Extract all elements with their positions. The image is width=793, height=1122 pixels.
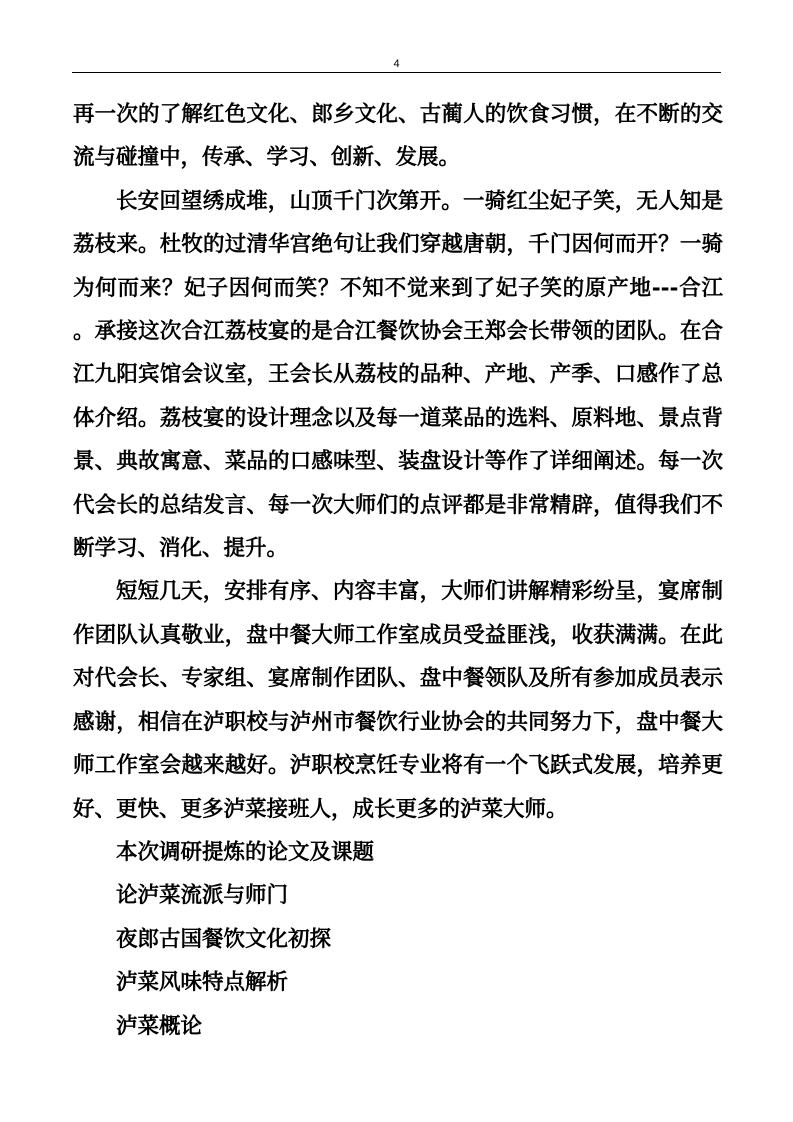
paper-title-item: 论泸菜流派与师门: [116, 883, 289, 909]
paragraph-acknowledgement: 短短几天，安排有序、内容丰富，大师们讲解精彩纷呈，宴席制作团队认真敬业，盘中餐大师工作室成员受益匪浅，收获满满。在此对代会长、专家组、宴席制作团队、盘中餐领队及所有参加成员表示感谢，相信在泸职校与泸州市餐饮行业协会的共同努力下，盘中餐大师工作室会越来越好。泸职校烹饪专业将有一个飞跃式发展，培养更好、更快、更多泸菜接班人，成长更多的泸菜大师。: [73, 579, 723, 822]
paper-title-item: 夜郎古国餐饮文化初探: [116, 926, 332, 952]
paragraph-lychee-banquet: 长安回望绣成堆，山顶千门次第开。一骑红尘妃子笑，无人知是荔枝来。杜牧的过清华宫绝句让我们穿越唐朝，千门因何而开？一骑为何而来？妃子因何而笑？不知不觉来到了妃子笑的原产地---合江。承接这次合江荔枝宴的是合江餐饮协会王郑会长带领的团队。在合江九阳宾馆会议室，王会长从荔枝的品种、产地、产季、口感作了总体介绍。荔枝宴的设计理念以及每一道菜品的选料、原料地、景点背景、典故寓意、菜品的口感味型、装盘设计等作了详细阐述。每一次代会长的总结发言、每一次大师们的点评都是非常精辟，值得我们不断学习、消化、提升。: [73, 188, 723, 562]
document-body: [73, 93, 723, 1048]
papers-list-heading: 本次调研提炼的论文及课题: [116, 839, 375, 865]
paper-title-item: 泸菜概论: [116, 1013, 203, 1039]
header-rule: [72, 72, 721, 73]
page-number: 4: [393, 58, 400, 70]
paper-title-item: 泸菜风味特点解析: [116, 970, 289, 996]
paragraph-continuation: 再一次的了解红色文化、郎乡文化、古蔺人的饮食习惯，在不断的交流与碰撞中，传承、学习、创新、发展。: [73, 102, 723, 171]
